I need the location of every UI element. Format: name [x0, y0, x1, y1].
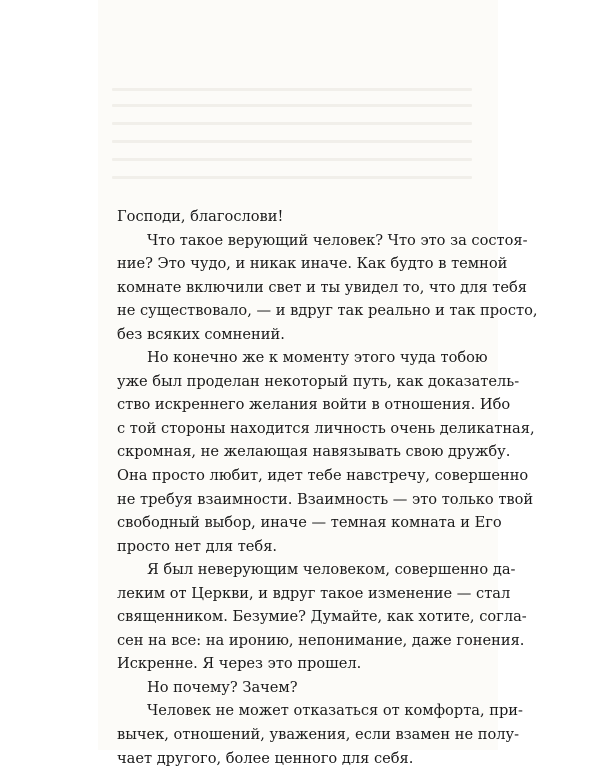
- text-line: уже был проделан некоторый путь, как доказатель-: [117, 372, 520, 390]
- text-line: Господи, благослови!: [117, 208, 284, 225]
- text-line: просто нет для тебя.: [117, 537, 278, 555]
- text-line: Искренне. Я через это прошел.: [117, 655, 362, 673]
- text-line: Но конечно же к моменту этого чуда тобою: [147, 349, 488, 367]
- text-line: вычек, отношений, уважения, если взамен не полу-: [117, 726, 520, 744]
- text-line: леким от Церкви, и вдруг такое изменение — стал: [117, 584, 511, 602]
- show-through-line: [112, 158, 472, 161]
- show-through-line: [112, 140, 472, 143]
- text-line: ние? Это чудо, и никак иначе. Как будто в темной: [117, 255, 508, 273]
- paragraph: [117, 676, 486, 700]
- text-line: не существовало, — и вдруг так реально и так просто,: [117, 302, 538, 320]
- text-line: Человек не может отказаться от комфорта, при-: [147, 702, 523, 720]
- text-line: сен на все: на иронию, непонимание, даже гонения.: [117, 631, 525, 649]
- text-line: Что такое верующий человек? Что это за состоя-: [147, 231, 528, 249]
- show-through-line: [112, 88, 472, 91]
- text-line: ство искреннего желания войти в отношения. Ибо: [117, 396, 511, 414]
- show-through-line: [112, 104, 472, 107]
- text-line: Она просто любит, идет тебе навстречу, совершенно: [117, 467, 529, 485]
- body-text: [117, 205, 538, 770]
- text-line: священником. Безумие? Думайте, как хотите, согла-: [117, 608, 527, 626]
- text-line: Я был неверующим человеком, совершенно да-: [147, 561, 516, 579]
- paragraph: [117, 699, 523, 770]
- text-line: с той стороны находится личность очень деликатная,: [117, 419, 535, 437]
- show-through-line: [112, 176, 472, 179]
- text-line: свободный выбор, иначе — темная комната и Его: [117, 514, 502, 532]
- text-line: не требуя взаимности. Взаимность — это только твой: [117, 490, 534, 508]
- paragraph: [117, 346, 535, 558]
- text-line: комнате включили свет и ты увидел то, что для тебя: [117, 278, 527, 296]
- paragraph: [117, 558, 527, 676]
- text-line: без всяких сомнений.: [117, 325, 285, 343]
- text-line: чает другого, более ценного для себя.: [117, 749, 414, 767]
- text-line: скромная, не желающая навязывать свою дружбу.: [117, 443, 511, 461]
- show-through-line: [112, 122, 472, 125]
- paragraph: [117, 229, 538, 347]
- text-line: Но почему? Зачем?: [147, 678, 298, 696]
- paragraph: [117, 205, 486, 229]
